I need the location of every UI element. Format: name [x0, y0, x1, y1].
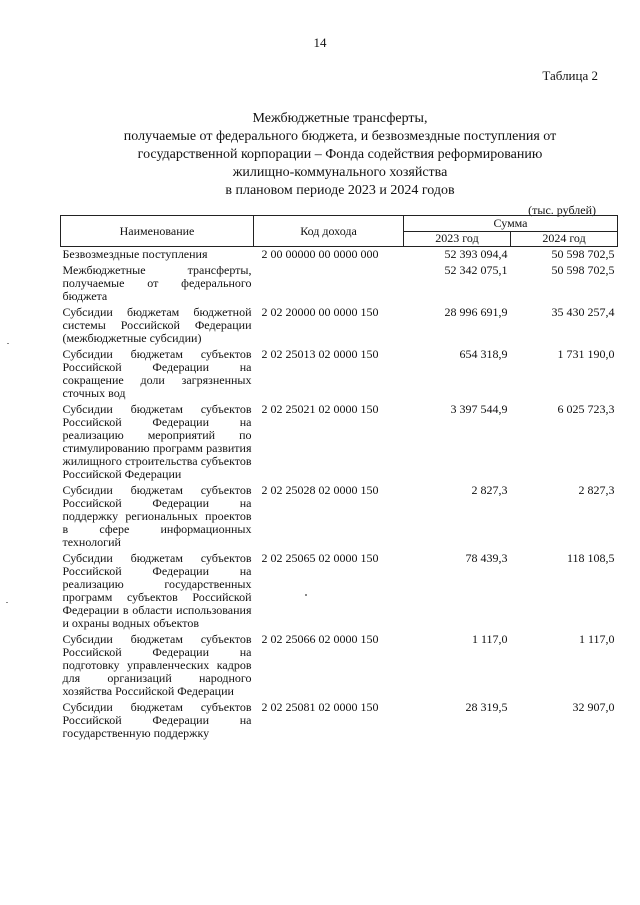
row-name: Субсидии бюджетам субъектов Российской Федерации на сокращение доли загрязненных сточных вод: [62, 347, 252, 400]
title-line: получаемые от федерального бюджета, и безвозмездные поступления от: [123, 129, 557, 144]
table-row: [61, 247, 618, 265]
row-value-2024: 32 907,0: [572, 700, 615, 714]
row-value-2024: 1 731 190,0: [557, 347, 615, 361]
row-code: 2 02 25021 02 0000 150: [261, 402, 379, 416]
row-value-2024: 50 598 702,5: [551, 247, 615, 261]
row-code: 2 02 25028 02 0000 150: [261, 483, 379, 497]
row-code: 2 02 20000 00 0000 150: [261, 305, 379, 319]
row-name: Межбюджетные трансферты, получаемые от федерального бюджета: [62, 263, 252, 303]
table-row: [61, 701, 618, 743]
title-line: Межбюджетные трансферты,: [252, 111, 428, 126]
title-line: жилищно-коммунального хозяйства: [232, 165, 448, 180]
row-name: Субсидии бюджетам субъектов Российской Федерации на реализацию государственных программ субъектов Российской Федерации в области использования и охраны водных объектов: [62, 551, 252, 630]
row-value-2023: 3 397 544,9: [450, 402, 508, 416]
row-value-2023: 28 319,5: [465, 700, 508, 714]
row-value-2023: 1 117,0: [471, 632, 508, 646]
table-label: Таблица 2: [542, 68, 598, 83]
table-row: [61, 306, 618, 348]
row-name: Субсидии бюджетам субъектов Российской Федерации на поддержку региональных проектов в сфере информационных технологий: [62, 483, 252, 549]
page-number: 14: [313, 35, 327, 50]
column-header-name: Наименование: [61, 216, 254, 247]
row-code: 2 00 00000 00 0000 000: [261, 247, 379, 261]
table-row: [61, 633, 618, 701]
row-code: [254, 264, 404, 306]
table-title: [60, 110, 620, 200]
row-name: Безвозмездные поступления: [62, 247, 208, 261]
scan-speck: [305, 594, 307, 596]
row-code: 2 02 25081 02 0000 150: [261, 700, 379, 714]
table-row: [61, 264, 618, 306]
units-label: (тыс. рублей): [528, 203, 596, 217]
row-value-2024: 2 827,3: [578, 483, 615, 497]
scan-speck: [7, 343, 9, 344]
row-value-2024: 6 025 723,3: [557, 402, 615, 416]
table-row: [61, 348, 618, 403]
title-line: государственной корпорации – Фонда содействия реформированию: [137, 147, 543, 162]
row-value-2024: 35 430 257,4: [551, 305, 615, 319]
row-value-2023: 52 393 094,4: [444, 247, 508, 261]
row-code: 2 02 25065 02 0000 150: [261, 551, 379, 565]
scan-speck: [6, 602, 8, 603]
row-value-2023: 654 318,9: [459, 347, 508, 361]
row-code: 2 02 25013 02 0000 150: [261, 347, 379, 361]
title-line: в плановом периоде 2023 и 2024 годов: [225, 183, 455, 198]
row-value-2024: 1 117,0: [578, 632, 615, 646]
row-value-2024: 50 598 702,5: [551, 263, 615, 277]
column-header-code: Код дохода: [254, 216, 404, 247]
row-value-2024: 118 108,5: [566, 551, 615, 565]
row-value-2023: 52 342 075,1: [444, 263, 508, 277]
column-header-sum: Сумма: [404, 216, 618, 232]
row-name: Субсидии бюджетам субъектов Российской Федерации на реализацию мероприятий по стимулированию программ развития жилищного строительства субъектов Российской Федерации: [62, 402, 252, 481]
table-row: [61, 403, 618, 484]
row-code: 2 02 25066 02 0000 150: [261, 632, 379, 646]
row-value-2023: 28 996 691,9: [444, 305, 508, 319]
row-value-2023: 78 439,3: [465, 551, 508, 565]
row-name: Субсидии бюджетам бюджетной системы Российской Федерации (межбюджетные субсидии): [62, 305, 252, 345]
table-row: [61, 484, 618, 552]
column-header-2024: 2024 год: [511, 231, 618, 247]
row-name: Субсидии бюджетам субъектов Российской Федерации на подготовку управленческих кадров для организаций народного хозяйства Российской Федерации: [62, 632, 252, 698]
row-value-2023: 2 827,3: [471, 483, 508, 497]
row-name: Субсидии бюджетам субъектов Российской Федерации на государственную поддержку: [62, 700, 252, 740]
table-row: [61, 552, 618, 633]
transfers-table: [60, 215, 618, 743]
column-header-2023: 2023 год: [404, 231, 511, 247]
